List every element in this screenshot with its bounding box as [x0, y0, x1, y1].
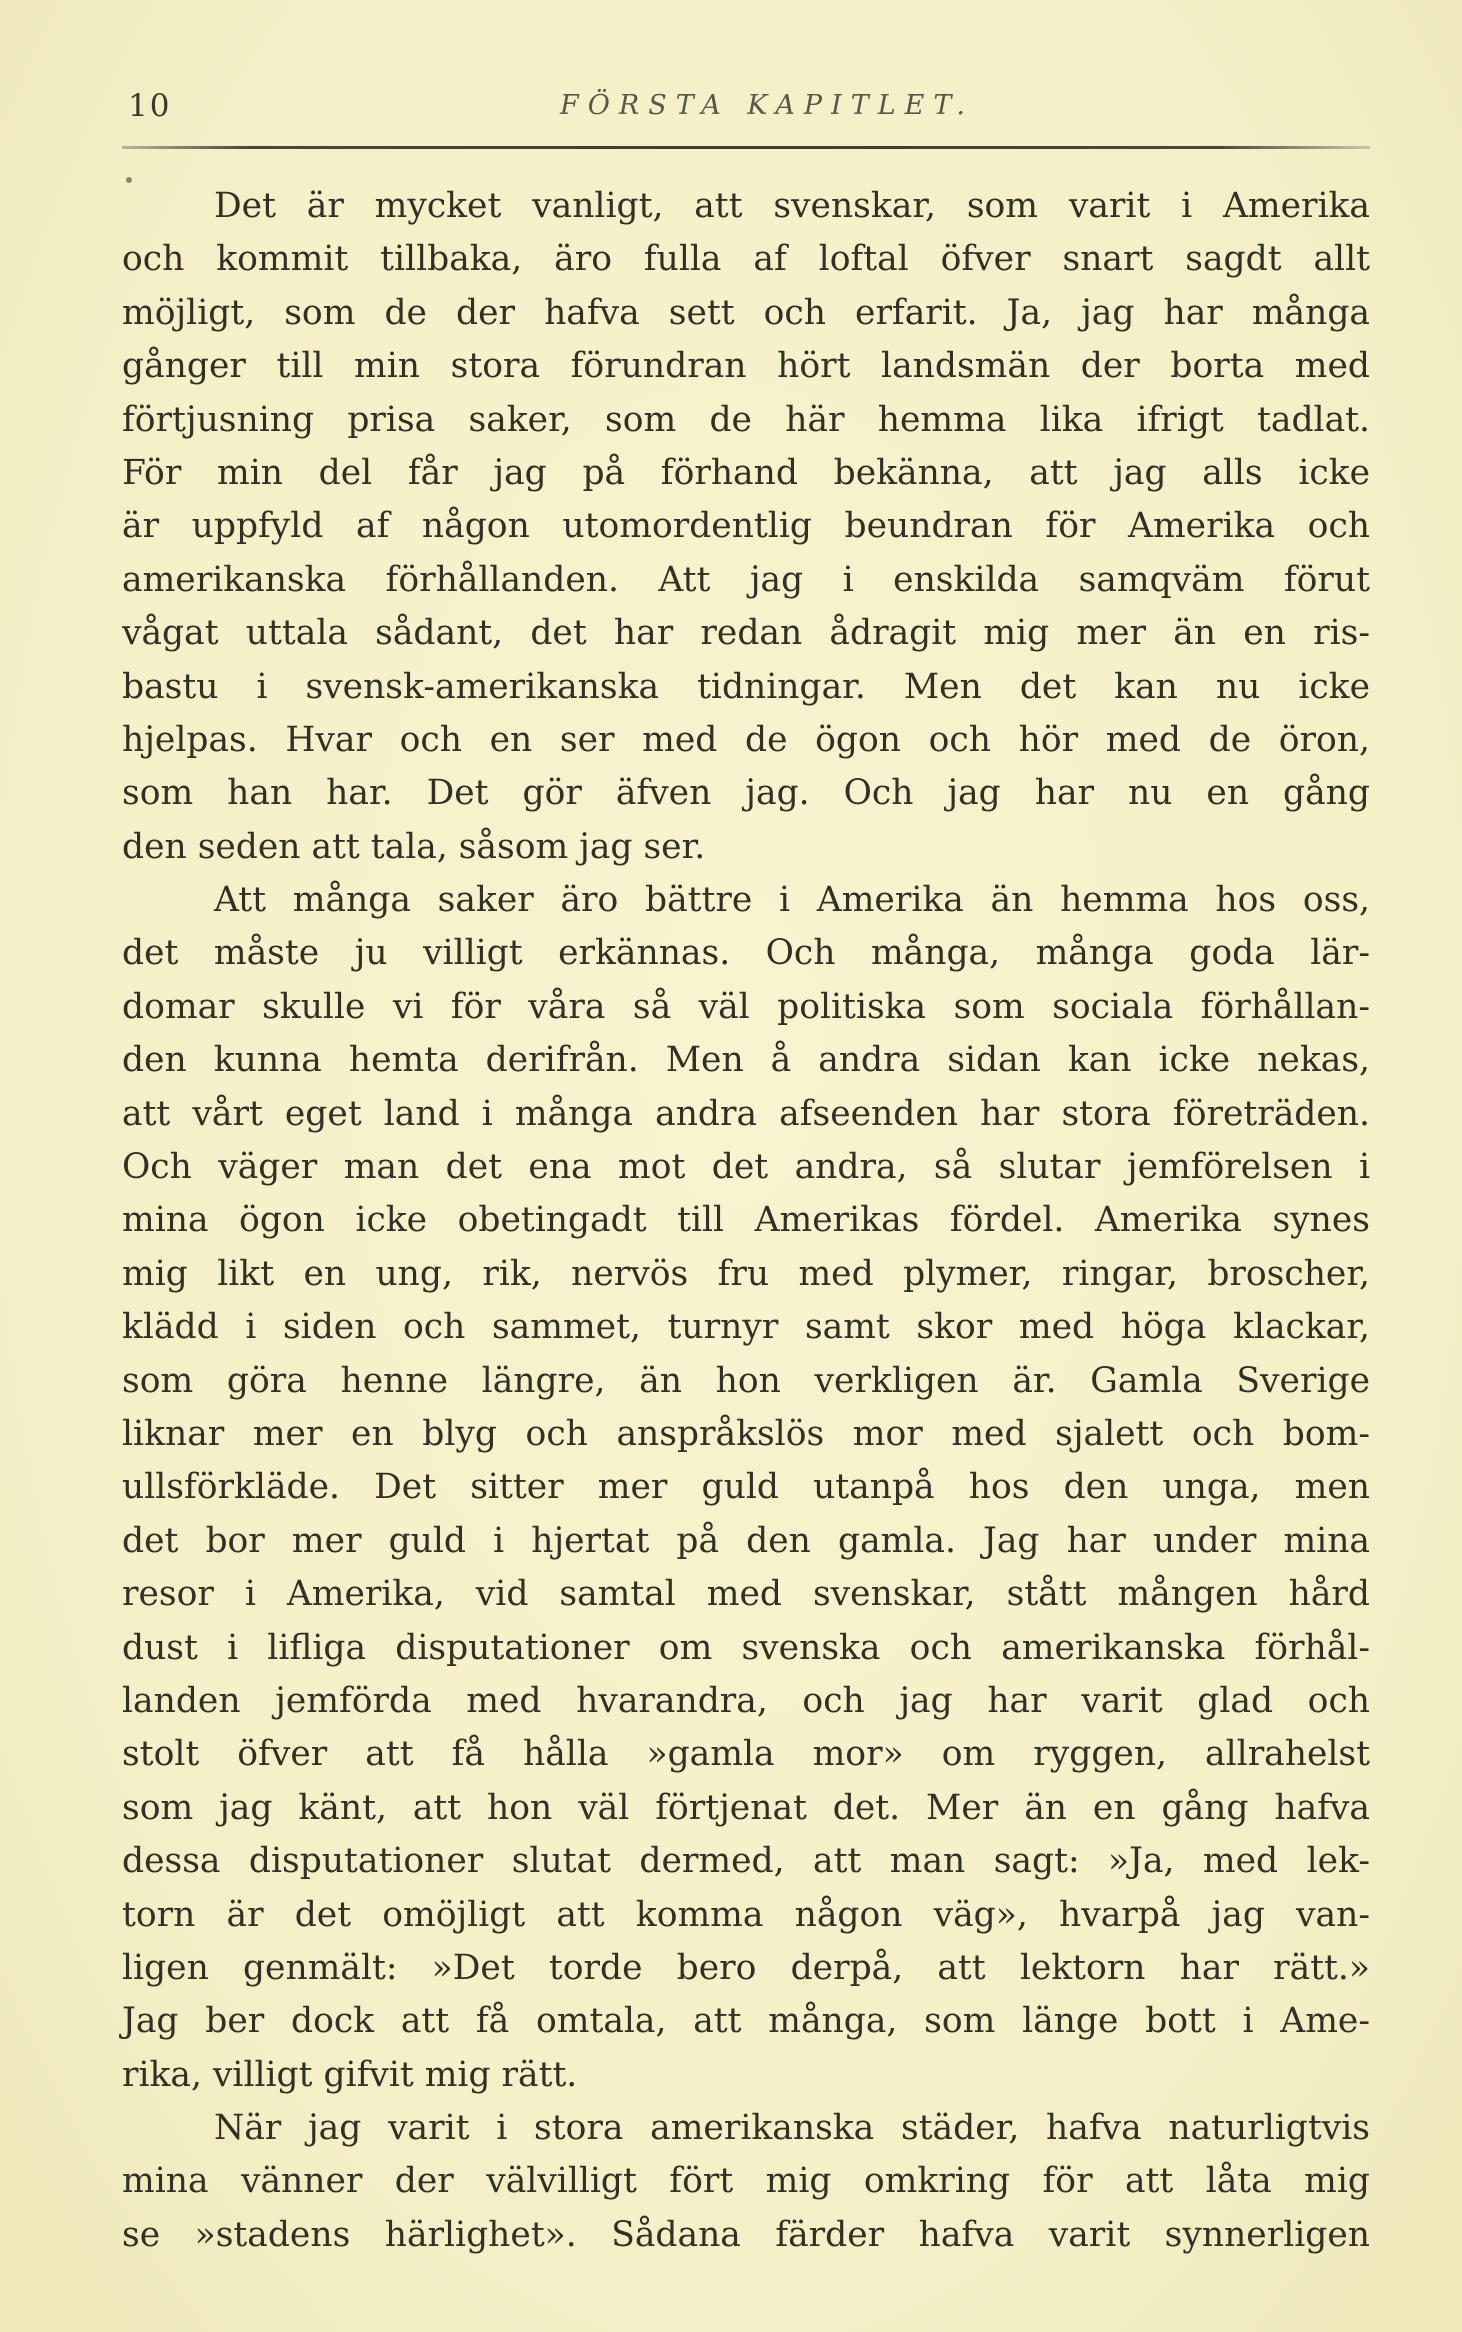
- text-line: landen jemförda med hvarandra, och jag har varit glad och: [122, 1680, 1370, 1721]
- header-rule: [122, 146, 1370, 149]
- text-line: det måste ju villigt erkännas. Och många, många goda lär-: [122, 933, 1370, 974]
- text-line: det bor mer guld i hjertat på den gamla. Jag har under mina: [122, 1520, 1370, 1561]
- text-line: domar skulle vi för våra så väl politiska som sociala förhållan-: [122, 986, 1370, 1027]
- body-text: [122, 180, 1370, 2262]
- text-line: Det är mycket vanligt, att svenskar, som varit i Amerika: [214, 186, 1370, 226]
- page-header: [120, 88, 1370, 128]
- text-line: hjelpas. Hvar och en ser med de ögon och hör med de öron,: [122, 719, 1370, 760]
- text-line: förtjusning prisa saker, som de här hemma lika ifrigt tadlat.: [122, 399, 1370, 440]
- text-line: möjligt, som de der hafva sett och erfarit. Ja, jag har många: [122, 292, 1370, 333]
- text-line: dessa disputationer slutat dermed, att man sagt: »Ja, med lek-: [122, 1841, 1370, 1882]
- text-line: ligen genmält: »Det torde bero derpå, att lektorn har rätt.»: [122, 1947, 1370, 1988]
- text-line: dust i lifliga disputationer om svenska och amerikanska förhål-: [122, 1627, 1370, 1668]
- text-line: För min del får jag på förhand bekänna, att jag alls icke: [122, 452, 1370, 493]
- text-line: rika, villigt gifvit mig rätt.: [122, 2054, 578, 2095]
- text-line: är uppfyld af någon utomordentlig beundran för Amerika och: [122, 506, 1370, 547]
- text-line: bastu i svensk-amerikanska tidningar. Men det kan nu icke: [122, 666, 1370, 707]
- text-line: amerikanska förhållanden. Att jag i enskilda samqväm förut: [122, 559, 1370, 600]
- text-line: mig likt en ung, rik, nervös fru med plymer, ringar, broscher,: [122, 1253, 1370, 1294]
- text-line: torn är det omöjligt att komma någon väg», hvarpå jag van-: [122, 1894, 1370, 1935]
- running-head: FÖRSTA KAPITLET.: [560, 90, 974, 121]
- text-line: gånger till min stora förundran hört landsmän der borta med: [122, 346, 1370, 387]
- text-line: som göra henne längre, än hon verkligen är. Gamla Sverige: [122, 1360, 1370, 1401]
- text-line: resor i Amerika, vid samtal med svenskar, stått mången hård: [122, 1574, 1370, 1615]
- text-line: som han har. Det gör äfven jag. Och jag har nu en gång: [122, 773, 1370, 814]
- text-line: liknar mer en blyg och anspråkslös mor med sjalett och bom-: [122, 1413, 1370, 1454]
- text-line: Och väger man det ena mot det andra, så slutar jemförelsen i: [122, 1147, 1370, 1188]
- text-line: ullsförkläde. Det sitter mer guld utanpå hos den unga, men: [122, 1467, 1370, 1508]
- text-line: Jag ber dock att få omtala, att många, som länge bott i Ame-: [122, 2001, 1370, 2042]
- text-line: vågat uttala sådant, det har redan ådragit mig mer än en ris-: [122, 613, 1370, 654]
- text-line: mina ögon icke obetingadt till Amerikas fördel. Amerika synes: [122, 1200, 1370, 1241]
- text-line: mina vänner der välvilligt fört mig omkring för att låta mig: [122, 2161, 1370, 2202]
- text-line: När jag varit i stora amerikanska städer, hafva naturligtvis: [214, 2108, 1370, 2149]
- text-line: se »stadens härlighet». Sådana färder hafva varit synnerligen: [122, 2214, 1370, 2255]
- text-line: klädd i siden och sammet, turnyr samt skor med höga klackar,: [122, 1307, 1370, 1348]
- text-line: den kunna hemta derifrån. Men å andra sidan kan icke nekas,: [122, 1040, 1370, 1081]
- text-line: att vårt eget land i många andra afseenden har stora företräden.: [122, 1093, 1370, 1134]
- text-line: den seden att tala, såsom jag ser.: [122, 826, 706, 867]
- text-line: som jag känt, att hon väl förtjenat det. Mer än en gång hafva: [122, 1787, 1370, 1828]
- text-line: Att många saker äro bättre i Amerika än hemma hos oss,: [214, 880, 1370, 921]
- text-line: och kommit tillbaka, äro fulla af loftal öfver snart sagdt allt: [122, 239, 1370, 280]
- page-number: 10: [128, 88, 172, 124]
- text-line: stolt öfver att få hålla »gamla mor» om ryggen, allrahelst: [122, 1734, 1370, 1775]
